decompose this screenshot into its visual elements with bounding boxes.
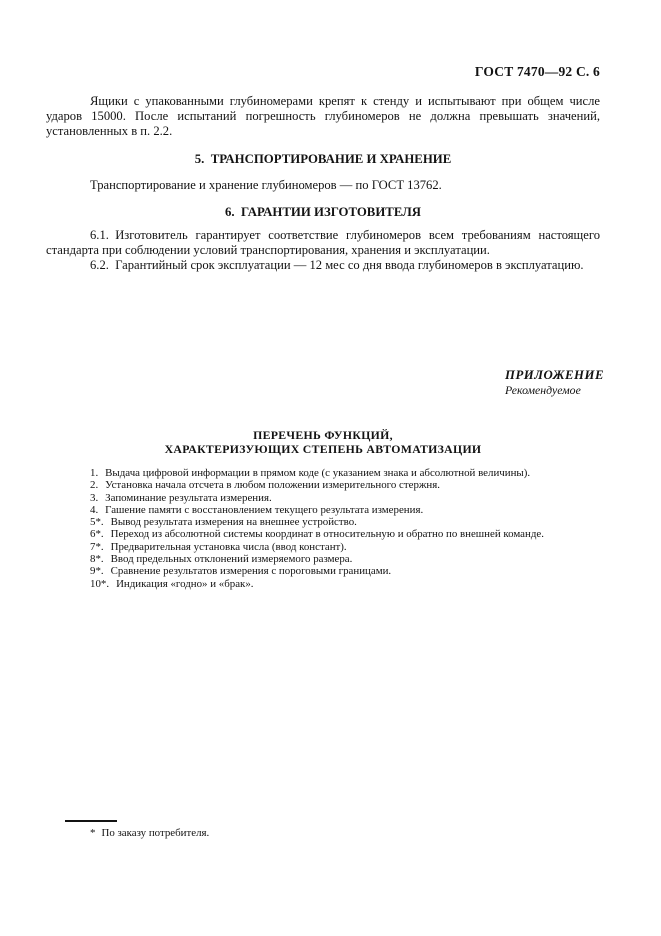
list-item-number: 2.: [90, 479, 99, 492]
list-item-text: Гашение памяти с восстановлением текущего результата измерения.: [105, 503, 424, 516]
list-item-number: 8*.: [90, 553, 104, 566]
list-item: [90, 467, 600, 479]
footnote-rule: [65, 820, 117, 822]
list-item-text: Запоминание результата измерения.: [105, 491, 272, 504]
list-item: [90, 528, 600, 540]
footnote-text-line: [46, 827, 600, 840]
list-item-number: 1.: [90, 467, 99, 479]
appendix-label: ПРИЛОЖЕНИЕ: [505, 368, 604, 382]
list-item: [90, 541, 600, 553]
section-6-paragraph-2: 6.2. Гарантийный срок эксплуатации — 12 мес со дня ввода глубиномеров в эксплуатацию.: [90, 258, 584, 272]
list-item-text: Индикация «годно» и «брак».: [116, 577, 254, 590]
footnote-marker: *: [90, 826, 96, 839]
list-item-number: 7*.: [90, 540, 104, 553]
section-5-paragraph: Транспортирование и хранение глубиномеров — по ГОСТ 13762.: [90, 178, 442, 192]
footnote-block: [46, 820, 600, 840]
appendix-sublabel: Рекомендуемое: [505, 383, 581, 397]
list-item-number: 3.: [90, 491, 99, 504]
list-item-text: Предварительная установка числа (ввод констант).: [110, 540, 347, 553]
list-item-number: 4.: [90, 503, 99, 516]
appendix-title: [46, 428, 600, 456]
list-item-number: 9*.: [90, 565, 104, 578]
list-item-text: Переход из абсолютной системы координат в относительную и обратно по внешней команде.: [110, 528, 544, 541]
list-item: [90, 479, 600, 491]
section-5-heading: 5. ТРАНСПОРТИРОВАНИЕ И ХРАНЕНИЕ: [194, 152, 452, 166]
list-item-text: Выдача цифровой информации в прямом коде (с указанием знака и абсолютной величины).: [105, 467, 531, 479]
list-item-number: 6*.: [90, 528, 104, 541]
functions-list: [46, 467, 600, 590]
list-item-text: Сравнение результатов измерения с пороговыми границами.: [110, 565, 392, 578]
appendix-title-line-2: ХАРАКТЕРИЗУЮЩИХ СТЕПЕНЬ АВТОМАТИЗАЦИИ: [164, 442, 482, 456]
list-item: [90, 578, 600, 590]
running-header: [46, 64, 600, 80]
section-6-heading: 6. ГАРАНТИИ ИЗГОТОВИТЕЛЯ: [225, 205, 421, 219]
list-item-text: Установка начала отсчета в любом положении измерительного стержня.: [105, 479, 440, 492]
section-6-paragraph-1: 6.1. Изготовитель гарантирует соответствие глубиномеров всем требованиям настоящего стандарта при соблюдении условий транспортирования, хранения и эксплуатации.: [46, 228, 600, 257]
intro-paragraph: Ящики с упакованными глубиномерами крепят к стенду и испытывают при общем числе ударов 15000. После испытаний погрешность глубиномеров не должна превышать значений, установленных в п. 2.2.: [46, 94, 600, 138]
list-item: [90, 492, 600, 504]
list-item: [90, 565, 600, 577]
list-item-number: 10*.: [90, 577, 110, 590]
appendix-label-block: [505, 367, 604, 397]
list-item-text: Вывод результата измерения на внешнее устройство.: [110, 516, 357, 529]
list-item-text: Ввод предельных отклонений измеряемого размера.: [110, 553, 353, 566]
list-item: [90, 516, 600, 528]
appendix-title-line-1: ПЕРЕЧЕНЬ ФУНКЦИЙ,: [253, 428, 393, 442]
header-text: ГОСТ 7470—92 С. 6: [474, 64, 600, 79]
list-item: [90, 504, 600, 516]
list-item-number: 5*.: [90, 516, 104, 529]
page-content: [0, 64, 661, 590]
footnote-text: По заказу потребителя.: [101, 826, 210, 839]
list-item: [90, 553, 600, 565]
